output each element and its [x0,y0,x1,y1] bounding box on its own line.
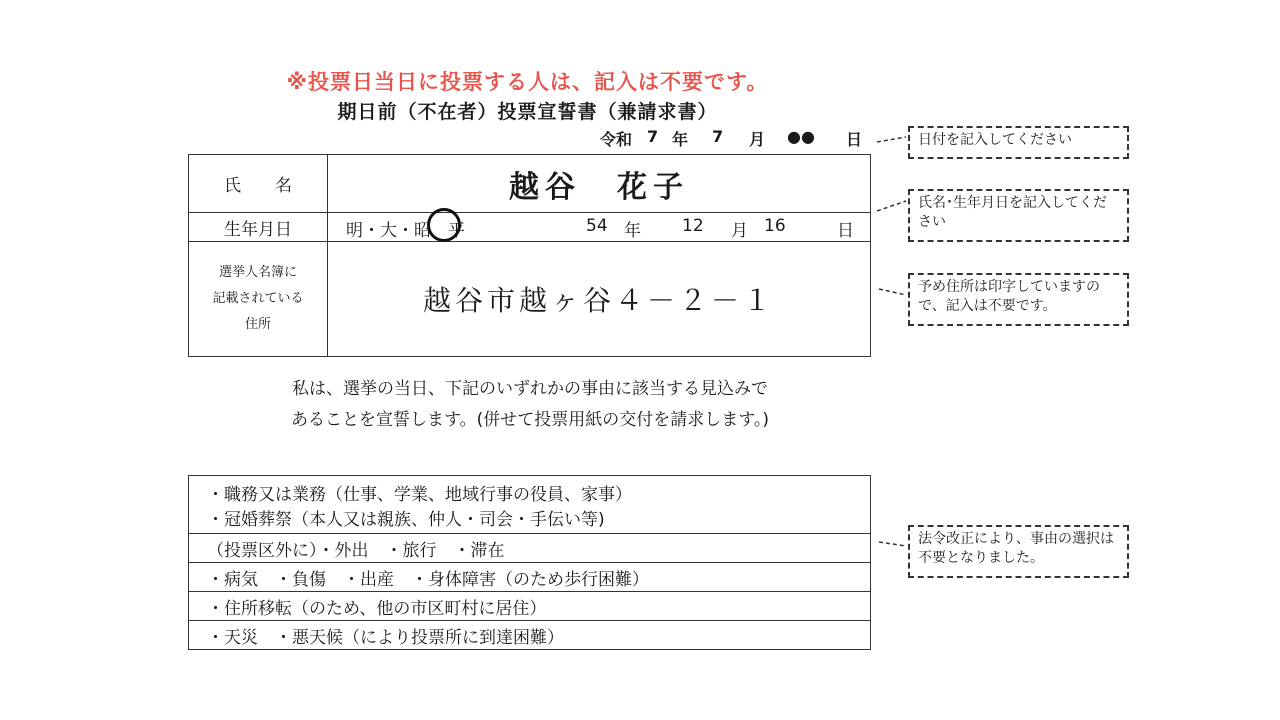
reason-disaster: ・天災 ・悪天候（により投票所に到達困難） [189,621,871,650]
address-label-line-3: 住所 [244,317,271,332]
declaration-form-table [188,154,871,357]
address-label-line-1: 選挙人名簿に [218,265,297,280]
reason-illness: ・病気 ・負傷 ・出産 ・身体障害（のため歩行困難） [189,563,871,592]
reason-ceremony: ・冠婚葬祭（本人又は親族、仲人・司会・手伝い等) [207,509,605,530]
date-month: 7 [712,127,724,146]
note-reasons: 法令改正により、事由の選択は不要となりました。 [908,525,1129,578]
birth-value [328,213,871,242]
connector-address [879,289,906,295]
selected-era-circle [427,208,461,242]
birth-day-unit: 日 [837,221,854,241]
connector-name [877,201,906,211]
declaration-line-2: あることを宣誓します。(併せて投票用紙の交付を請求します。) [290,410,770,430]
date-month-unit: 月 [749,130,766,149]
date-era: 令和 [600,130,633,149]
declaration-text [200,374,860,436]
date-year-unit: 年 [672,130,689,149]
date-day: ●● [787,127,815,146]
note-address: 予め住所は印字していますので、記入は不要です。 [908,273,1129,326]
form-title: 期日前（不在者）投票宣誓書（兼請求書） [337,101,718,123]
birth-era-options: 明・大・昭 平 [346,221,465,241]
address-label [189,242,328,357]
notice-text: ※投票日当日に投票する人は、記入は不要です。 [286,70,769,94]
declaration-line-1: 私は、選挙の当日、下記のいずれかの事由に該当する見込みで [292,379,768,399]
birth-day: 16 [764,216,786,236]
address-value: 越谷市越ヶ谷４－２－１ [328,242,871,357]
birth-year: 54 [586,216,608,236]
reason-relocation: ・住所移転（のため、他の市区町村に居住） [189,592,871,621]
note-date: 日付を記入してください [908,126,1129,159]
reason-outside: （投票区外に）・外出 ・旅行 ・滞在 [189,534,871,563]
reasons-table [188,475,871,650]
birth-label: 生年月日 [189,213,328,242]
date-day-unit: 日 [846,130,863,149]
birth-year-unit: 年 [624,221,641,241]
address-label-line-2: 記載されている [212,291,304,306]
birth-month-unit: 月 [731,221,748,241]
name-label: 氏 名 [189,155,328,213]
name-value: 越谷 花子 [328,155,871,213]
reason-work: ・職務又は業務（仕事、学業、地域行事の役員、家事） [207,484,632,505]
connector-date [877,137,906,142]
connector-reasons [879,542,906,546]
date-year: 7 [647,127,659,146]
reason-work-ceremony [189,476,871,534]
birth-month: 12 [682,216,704,236]
note-name-dob: 氏名･生年月日を記入してください [908,189,1129,242]
